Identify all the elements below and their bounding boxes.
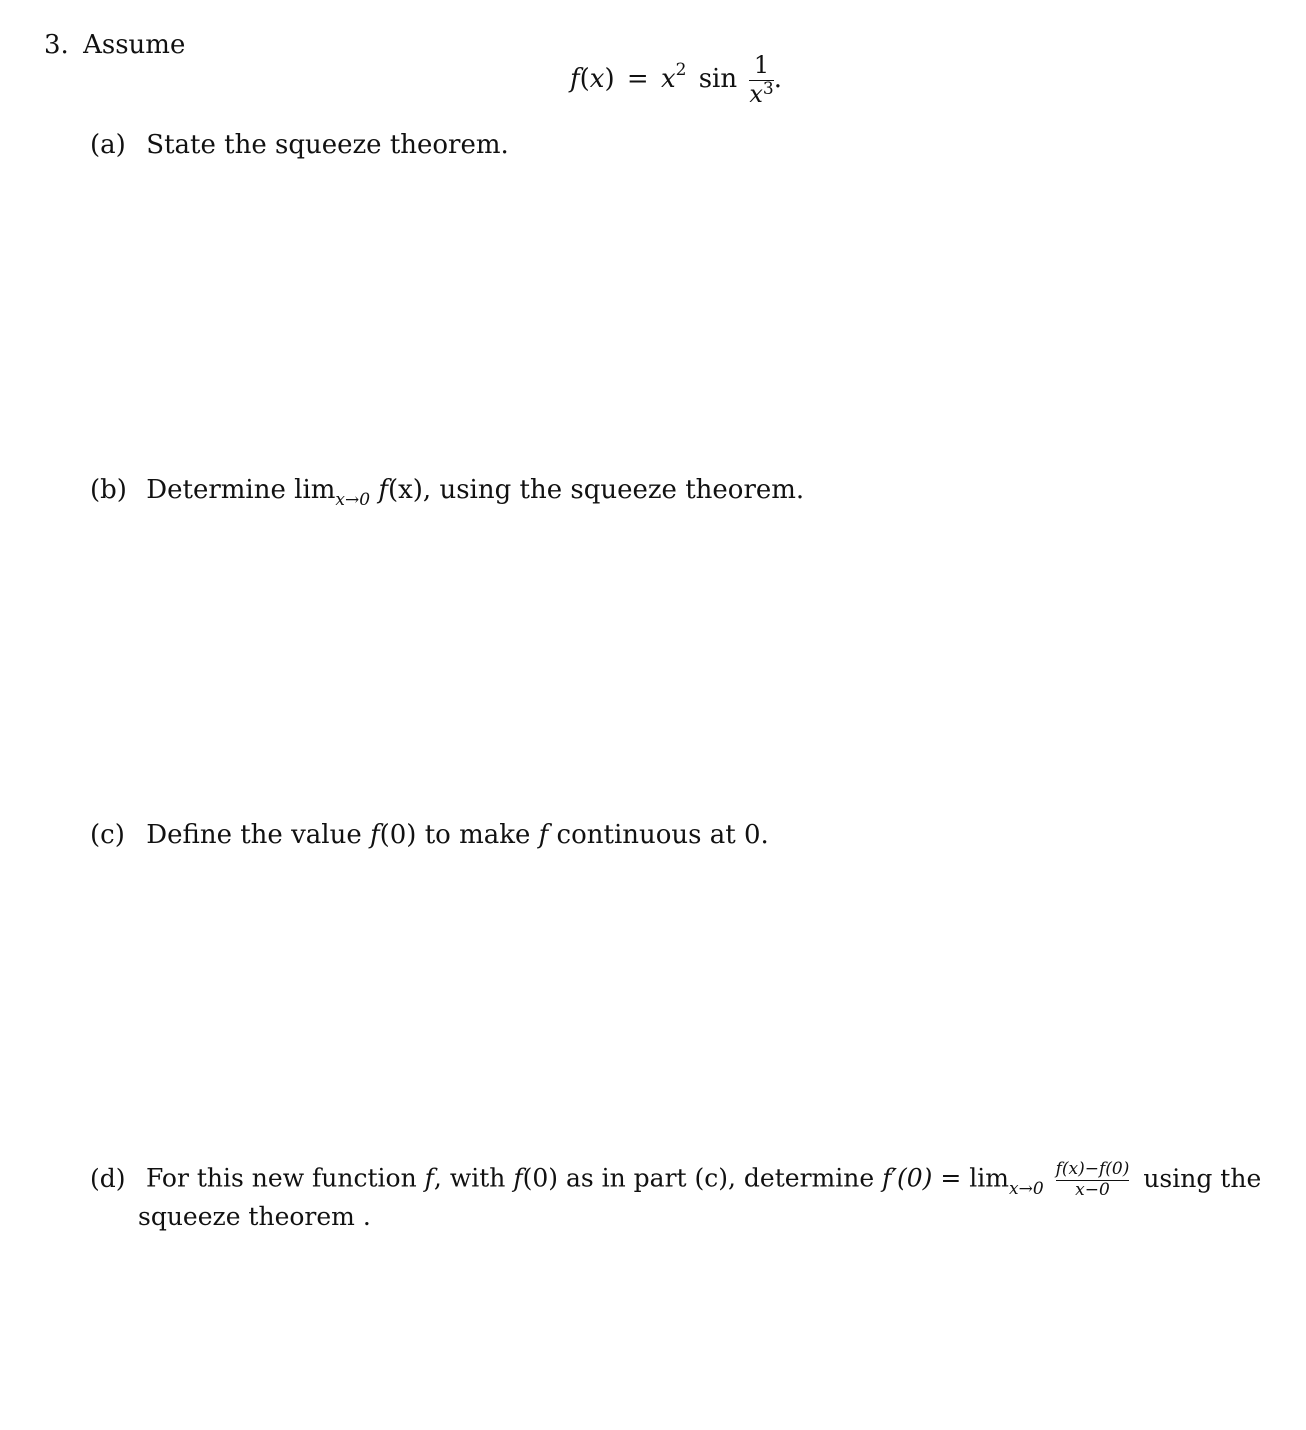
part-d-frac-den: x−0 [1075,1179,1110,1200]
part-a-label: (a) [90,130,126,160]
eq-frac-den: $x^3$ [749,78,774,108]
function-equation: $f(x) = x^2$ sin $\frac{1}{x^3}$ . [570,51,783,108]
part-c-fn: f [369,820,380,850]
problem-intro: Assume [83,30,186,60]
eq-lhs-fn: f [570,64,580,95]
part-b [90,475,805,510]
part-d [90,1160,1261,1200]
part-a-text: State the squeeze theorem. [146,130,509,160]
part-d-text-mid2: as in part (c), determine [565,1163,875,1193]
part-a [90,130,509,160]
part-c-text-start: Define the value [146,820,362,850]
part-d-line2: squeeze theorem . [138,1202,371,1231]
part-b-label: (b) [90,475,127,505]
eq-lhs-var: x [589,64,605,95]
part-d-fn-val-arg: (0) [522,1163,558,1193]
part-b-text-start: Determine lim [146,475,336,505]
eq-frac-num: 1 [753,51,770,79]
part-c-text-mid: to make [424,820,531,850]
part-d-derivative: f′(0) = [882,1163,962,1193]
part-d-lim-sub: x→0 [1008,1178,1044,1199]
eq-base: x [660,64,676,95]
problem-header [44,30,185,60]
eq-end: . [773,64,783,95]
part-c-arg: (0) [379,820,417,850]
part-d-frac-num: f(x)−f(0) [1055,1159,1130,1179]
part-c-label: (c) [90,820,125,850]
part-d-label: (d) [90,1163,126,1193]
part-d-text-mid1: , with [433,1163,506,1193]
part-c-text-end: continuous at 0. [556,820,769,850]
part-c [90,820,769,850]
eq-exp: 2 [675,60,687,81]
part-b-arg: (x) [387,475,423,505]
part-b-limit-sub: x→0 [335,490,371,510]
eq-fraction [749,52,773,108]
eq-func: sin [698,64,738,95]
part-d-text-start: For this new function [145,1163,417,1193]
part-b-fn: f [378,475,388,505]
part-d-text-end: using the [1143,1163,1262,1193]
part-d-fn-val: f [513,1163,523,1193]
problem-number: 3. [44,30,69,60]
part-c-fn2: f [538,820,549,850]
part-b-text-end: , using the squeeze theorem. [422,475,805,505]
eq-sign: = [626,64,649,95]
part-d-fraction [1056,1160,1130,1200]
part-d-lim: lim [969,1163,1009,1193]
part-d-fn: f [424,1163,434,1193]
